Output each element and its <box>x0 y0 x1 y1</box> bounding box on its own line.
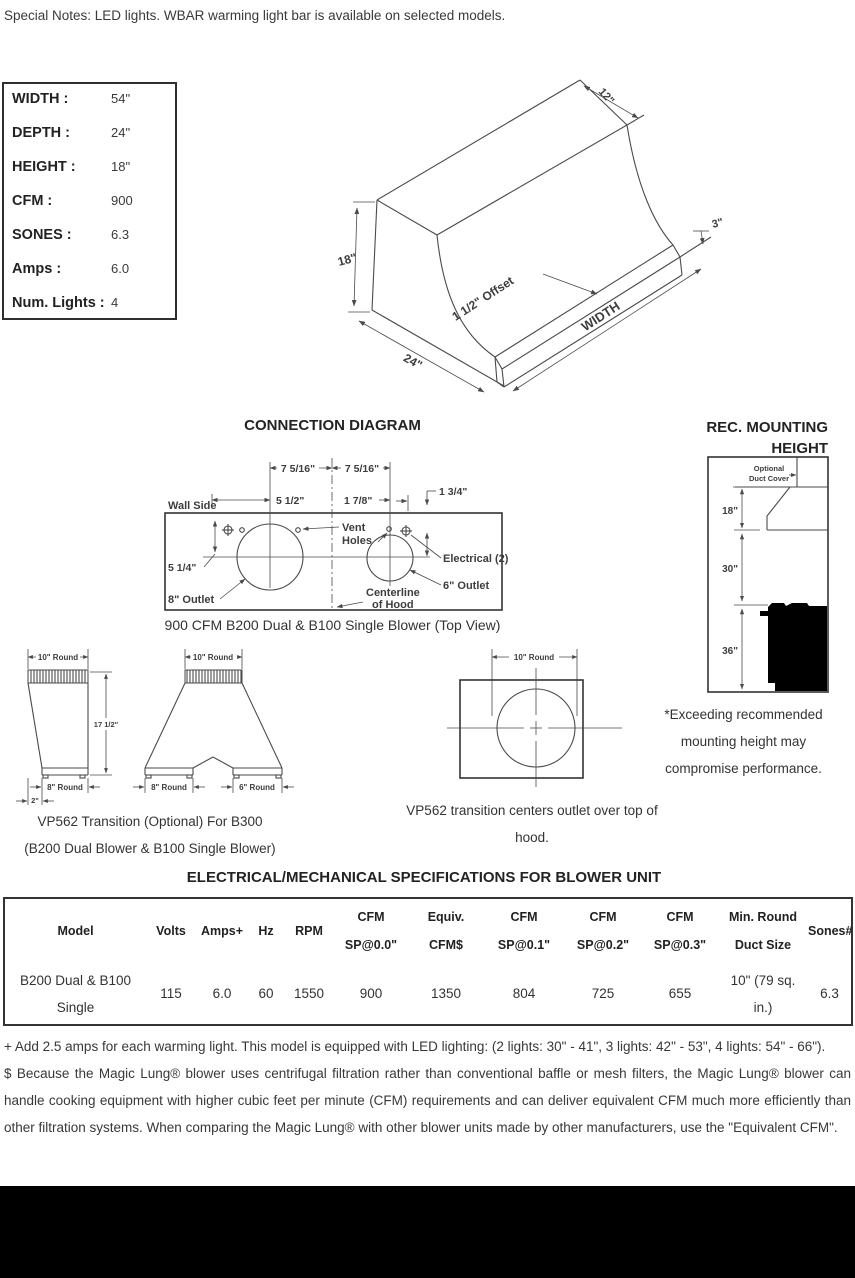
col-line: SP@0.2" <box>576 938 630 952</box>
electrical-label: Electrical (2) <box>443 553 509 565</box>
spec-label: Amps : <box>12 261 62 277</box>
cell-volts: 115 <box>160 986 182 1001</box>
col-cfm-sp00 <box>334 898 408 963</box>
col-sones: Sones# <box>808 924 853 938</box>
col-duct-size <box>718 898 808 963</box>
connection-diagram-title: CONNECTION DIAGRAM <box>244 417 421 434</box>
dim-12: 12" <box>595 85 617 107</box>
mounting-warning <box>656 701 831 782</box>
outlet-center-caption-line2: hood. <box>515 830 549 845</box>
isometric-hood-drawing <box>335 78 760 395</box>
vent-holes-label-1: Vent <box>342 522 366 534</box>
cell-sones: 6.3 <box>820 986 839 1001</box>
elec-spec-table <box>3 897 853 1026</box>
dim-18: 18" <box>336 250 359 269</box>
col-line: CFM <box>666 910 694 924</box>
col-cfm-sp03 <box>642 898 718 963</box>
footnote-equivalent-cfm: $ Because the Magic Lung® blower uses centrifugal filtration rather than conventional baffle or mesh filters, the Magic Lung® blower can handle cooking equipment with higher cubic feet per minute (CFM) requirements and can deliver equivalent CFM much more efficiently than other filtration systems. When comparing the Magic Lung® with other blower units made by other manufacturers, use the "Equivalent CFM". <box>4 1066 851 1135</box>
footnotes <box>4 1033 851 1141</box>
dim-7-5-16-right: 7 5/16" <box>344 463 380 475</box>
dim-3: 3" <box>710 216 725 231</box>
table-header-row <box>4 898 852 963</box>
col-line: CFM <box>589 910 617 924</box>
spec-value: 4 <box>111 295 119 310</box>
transition-caption-line1: VP562 Transition (Optional) For B300 <box>37 814 263 829</box>
range-knob <box>760 611 768 616</box>
wall-side-label: Wall Side <box>168 500 217 512</box>
mounting-warning-line3: compromise performance. <box>665 761 822 776</box>
cell-rpm: 1550 <box>293 986 325 1001</box>
table-data-row <box>4 963 852 1025</box>
col-rpm: RPM <box>295 924 323 938</box>
mounting-warning-line2: mounting height may <box>680 734 807 749</box>
width-label: WIDTH <box>578 298 623 335</box>
connection-diagram-drawing <box>160 455 520 615</box>
spec-value: 900 <box>111 193 133 208</box>
cell-amps: 6.0 <box>212 986 232 1001</box>
spec-value: 6.0 <box>111 261 130 276</box>
spec-row-amps <box>4 261 175 295</box>
elec-spec-title: ELECTRICAL/MECHANICAL SPECIFICATIONS FOR BLOWER UNIT <box>186 869 662 886</box>
footnote-amps: + Add 2.5 amps for each warming light. This model is equipped with LED lighting: (2 lights: 30" - 41", 3 lights: 42" - 53", 4 lights: 54" - 66"). <box>4 1039 826 1054</box>
optional-duct-label-1: Optional <box>753 464 785 473</box>
spec-value: 24" <box>111 125 131 140</box>
transition-caption-line2: (B200 Dual Blower & B100 Single Blower) <box>24 841 276 856</box>
col-line: CFM <box>510 910 538 924</box>
mounting-height-title-line1: REC. MOUNTING <box>706 419 828 436</box>
spec-summary-box <box>2 82 177 320</box>
cell-duct: 10" (79 sq. in.) <box>730 972 796 1015</box>
outlet-center-caption-line1: VP562 transition centers outlet over top of <box>406 803 658 818</box>
dim-7-5-16-left: 7 5/16" <box>280 463 316 475</box>
spec-value: 6.3 <box>111 227 130 242</box>
vent-holes-label-2: Holes <box>342 535 372 547</box>
dim-5-1-2: 5 1/2" <box>276 495 305 507</box>
spec-label: SONES : <box>12 227 72 243</box>
spec-row-cfm <box>4 193 175 227</box>
spec-row-sones <box>4 227 175 261</box>
dim-30-mount: 30" <box>722 564 738 575</box>
mounting-warning-line1: *Exceeding recommended <box>664 707 823 722</box>
col-line: SP@0.0" <box>344 938 398 952</box>
centerline-label-1: Centerline <box>366 587 420 599</box>
bottom-black-band <box>0 1186 855 1278</box>
outlet-6-label: 6" Outlet <box>443 580 490 592</box>
dim-10-round-left: 10" Round <box>37 653 79 662</box>
spec-value: 54" <box>111 91 131 106</box>
col-line: CFM <box>357 910 385 924</box>
dim-1-7-8: 1 7/8" <box>344 495 373 507</box>
spec-row-lights <box>4 295 175 329</box>
dim-24: 24" <box>401 350 425 373</box>
col-volts: Volts <box>156 924 186 938</box>
spec-label: CFM : <box>12 193 53 209</box>
mounting-height-drawing <box>690 455 855 695</box>
spec-label: DEPTH : <box>12 125 70 141</box>
col-line: CFM$ <box>428 938 464 952</box>
offset-label: 1 1/2" Offset <box>449 273 517 324</box>
spec-label: WIDTH : <box>12 91 69 107</box>
dim-18-mount: 18" <box>722 506 738 517</box>
cell-cfm2: 725 <box>591 986 615 1001</box>
col-amps: Amps+ <box>200 924 244 938</box>
dim-1-3-4: 1 3/4" <box>439 486 468 498</box>
dim-10-round-mid: 10" Round <box>192 653 234 662</box>
dim-6-round-mid: 6" Round <box>239 783 275 792</box>
col-line: Duct Size <box>734 938 792 952</box>
outlet-center-drawing <box>430 645 630 795</box>
cell-cfm0: 900 <box>359 986 383 1001</box>
dim-5-1-4: 5 1/4" <box>168 562 197 574</box>
col-line: SP@0.3" <box>653 938 707 952</box>
col-model: Model <box>57 924 94 938</box>
dim-17-1-2: 17 1/2" <box>93 720 119 729</box>
connection-diagram-caption: 900 CFM B200 Dual & B100 Single Blower (Top View) <box>164 617 501 633</box>
spec-row-depth <box>4 125 175 159</box>
centerline-label-2: of Hood <box>372 599 414 611</box>
outlet-8-label: 8" Outlet <box>168 594 215 606</box>
spec-value: 18" <box>111 159 131 174</box>
mounting-height-title <box>688 417 828 459</box>
col-line: Min. Round <box>728 910 798 924</box>
cell-model: B200 Dual & B100 Single <box>19 972 132 1015</box>
spec-row-height <box>4 159 175 193</box>
col-line: Equiv. <box>427 910 465 924</box>
cell-cfm3: 655 <box>668 986 692 1001</box>
col-cfm-sp01 <box>484 898 564 963</box>
dim-8-round-left: 8" Round <box>47 783 83 792</box>
dim-2: 2" <box>31 796 39 805</box>
cell-cfm1: 804 <box>512 986 536 1001</box>
cell-hz: 60 <box>258 986 274 1001</box>
col-equiv-cfm <box>408 898 484 963</box>
optional-duct-label-2: Duct Cover <box>748 474 790 483</box>
cell-equiv: 1350 <box>430 986 462 1001</box>
col-hz: Hz <box>258 924 274 938</box>
dim-8-round-mid: 8" Round <box>151 783 187 792</box>
spec-row-width <box>4 91 175 125</box>
special-notes: Special Notes: LED lights. WBAR warming light bar is available on selected models. <box>4 8 506 23</box>
col-cfm-sp02 <box>564 898 642 963</box>
col-line: SP@0.1" <box>497 938 551 952</box>
spec-label: Num. Lights : <box>12 295 105 311</box>
range-silhouette <box>768 603 827 691</box>
dim-36-mount: 36" <box>722 646 738 657</box>
outlet-center-caption <box>396 797 668 851</box>
spec-label: HEIGHT : <box>12 159 76 175</box>
vp562-transition-drawings <box>0 645 310 810</box>
mounting-height-title-line2: HEIGHT <box>771 440 828 457</box>
dim-10-round-circle: 10" Round <box>513 653 555 662</box>
